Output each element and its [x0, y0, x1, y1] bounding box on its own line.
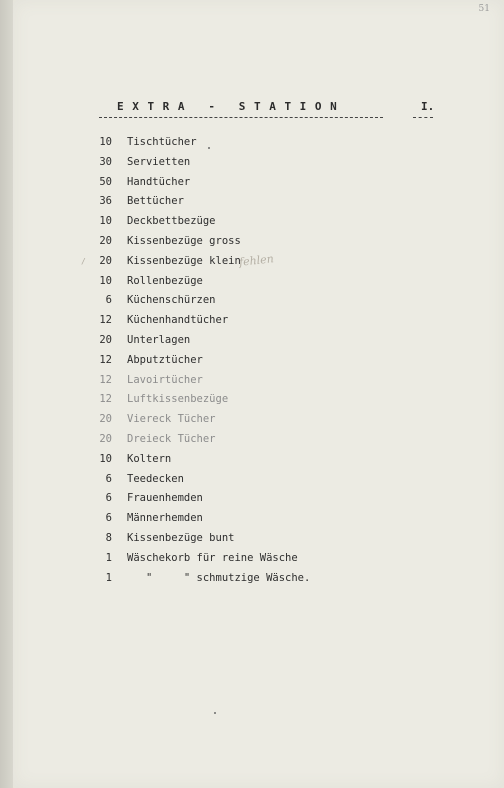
- item-name: Viereck Tücher: [127, 413, 216, 426]
- item-quantity: 6: [105, 492, 112, 505]
- item-quantity: 12: [99, 373, 112, 386]
- item-name: Bettücher: [127, 195, 184, 208]
- item-name: Rollenbezüge: [127, 274, 203, 287]
- item-quantity: 1: [105, 571, 112, 584]
- title-underline: [99, 117, 383, 118]
- item-quantity: 10: [99, 215, 112, 228]
- item-quantity: 10: [99, 452, 112, 465]
- item-quantity: 20: [99, 334, 112, 346]
- item-name: Abputztücher: [127, 353, 203, 366]
- item-quantity: 6: [105, 512, 112, 525]
- item-name: Frauenhemden: [127, 492, 203, 505]
- item-quantity: 12: [99, 314, 112, 327]
- ink-speck: [208, 147, 210, 149]
- item-name: Luftkissenbezüge: [127, 393, 229, 406]
- item-name: Wäschekorb für reine Wäsche: [127, 551, 298, 564]
- ink-speck: [214, 712, 216, 714]
- item-name: Deckbettbezüge: [127, 215, 216, 228]
- handwritten-annotation: fehlen: [238, 252, 275, 269]
- item-quantity: 1: [105, 551, 112, 564]
- item-name: Dreieck Tücher: [127, 433, 216, 445]
- item-quantity: 50: [99, 175, 112, 188]
- item-quantity: 20: [99, 235, 112, 247]
- pencil-tick-mark: /: [81, 257, 86, 266]
- item-quantity: 30: [99, 155, 112, 168]
- item-quantity: 20: [99, 254, 112, 267]
- item-name: " " schmutzige Wäsche.: [127, 571, 311, 584]
- document-page: [13, 0, 504, 788]
- item-quantity: 6: [105, 472, 112, 485]
- station-number-underline: [413, 117, 433, 118]
- item-quantity: 10: [99, 274, 112, 287]
- item-name: Tischtücher: [127, 136, 197, 148]
- item-name: Handtücher: [127, 175, 191, 188]
- station-number: I.: [421, 100, 435, 113]
- item-name: Kissenbezüge klein: [127, 254, 241, 267]
- item-quantity: 20: [99, 413, 112, 426]
- item-quantity: 8: [105, 532, 112, 544]
- item-name: Unterlagen: [127, 334, 191, 346]
- item-quantity: 36: [99, 195, 112, 208]
- item-name: Männerhemden: [127, 512, 203, 525]
- item-name: Kissenbezüge gross: [127, 235, 241, 247]
- item-name: Kissenbezüge bunt: [127, 532, 235, 544]
- item-name: Küchenhandtücher: [127, 314, 229, 327]
- item-name: Teedecken: [127, 472, 184, 485]
- item-name: Servietten: [127, 155, 191, 168]
- page-edge: [0, 0, 13, 788]
- document-title: EXTRA - STATION: [117, 100, 346, 113]
- item-name: Lavoirtücher: [127, 373, 203, 386]
- item-name: Küchenschürzen: [127, 294, 216, 307]
- item-quantity: 12: [99, 353, 112, 366]
- item-name: Koltern: [127, 452, 172, 465]
- page-number: 51: [478, 4, 490, 14]
- item-quantity: 20: [99, 433, 112, 445]
- item-quantity: 12: [99, 393, 112, 406]
- item-quantity: 6: [105, 294, 112, 307]
- item-quantity: 10: [99, 136, 112, 148]
